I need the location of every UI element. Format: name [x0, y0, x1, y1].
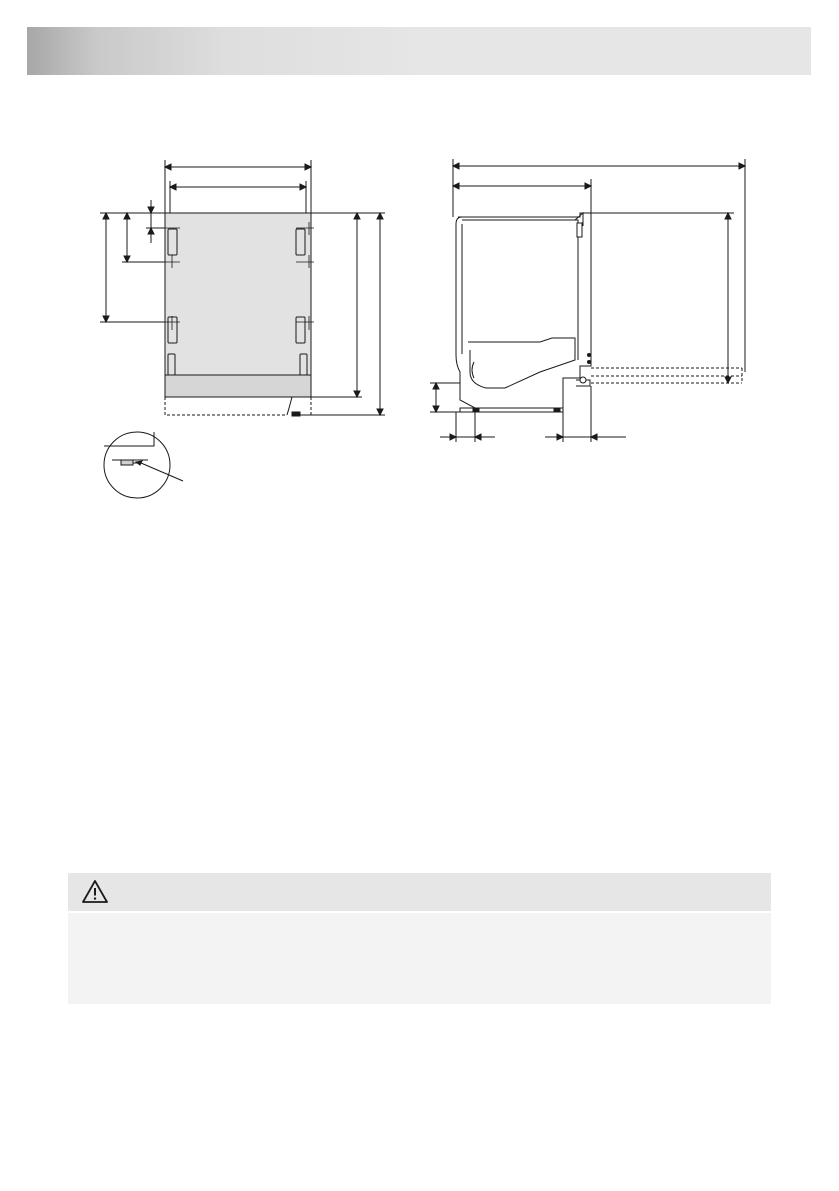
warning-header [68, 873, 771, 911]
front-door-panel [165, 213, 311, 375]
front-left-dimensions [100, 200, 165, 322]
hinge-slot-mid-right [296, 317, 305, 343]
installation-diagram [0, 0, 839, 520]
warning-body [68, 913, 771, 1004]
hinge-slot-top-left [168, 229, 177, 255]
warning-triangle-icon [81, 879, 109, 905]
foot-detail-callout [104, 432, 183, 498]
side-body-outline [456, 213, 591, 408]
hinge-slot-top-right [296, 229, 305, 255]
side-height-dimension [591, 213, 734, 383]
warning-box [68, 873, 771, 1004]
front-view-diagram [100, 160, 385, 498]
hinge-slot-bottom-left [168, 354, 175, 375]
hinge-slot-bottom-right [300, 354, 307, 375]
hinge-slot-mid-left [168, 317, 177, 343]
side-depth-dimensions [453, 159, 745, 372]
door-open-dashed [591, 368, 742, 383]
front-width-dimensions [165, 160, 311, 213]
plinth-panel [165, 375, 311, 397]
side-view-diagram [430, 159, 745, 442]
